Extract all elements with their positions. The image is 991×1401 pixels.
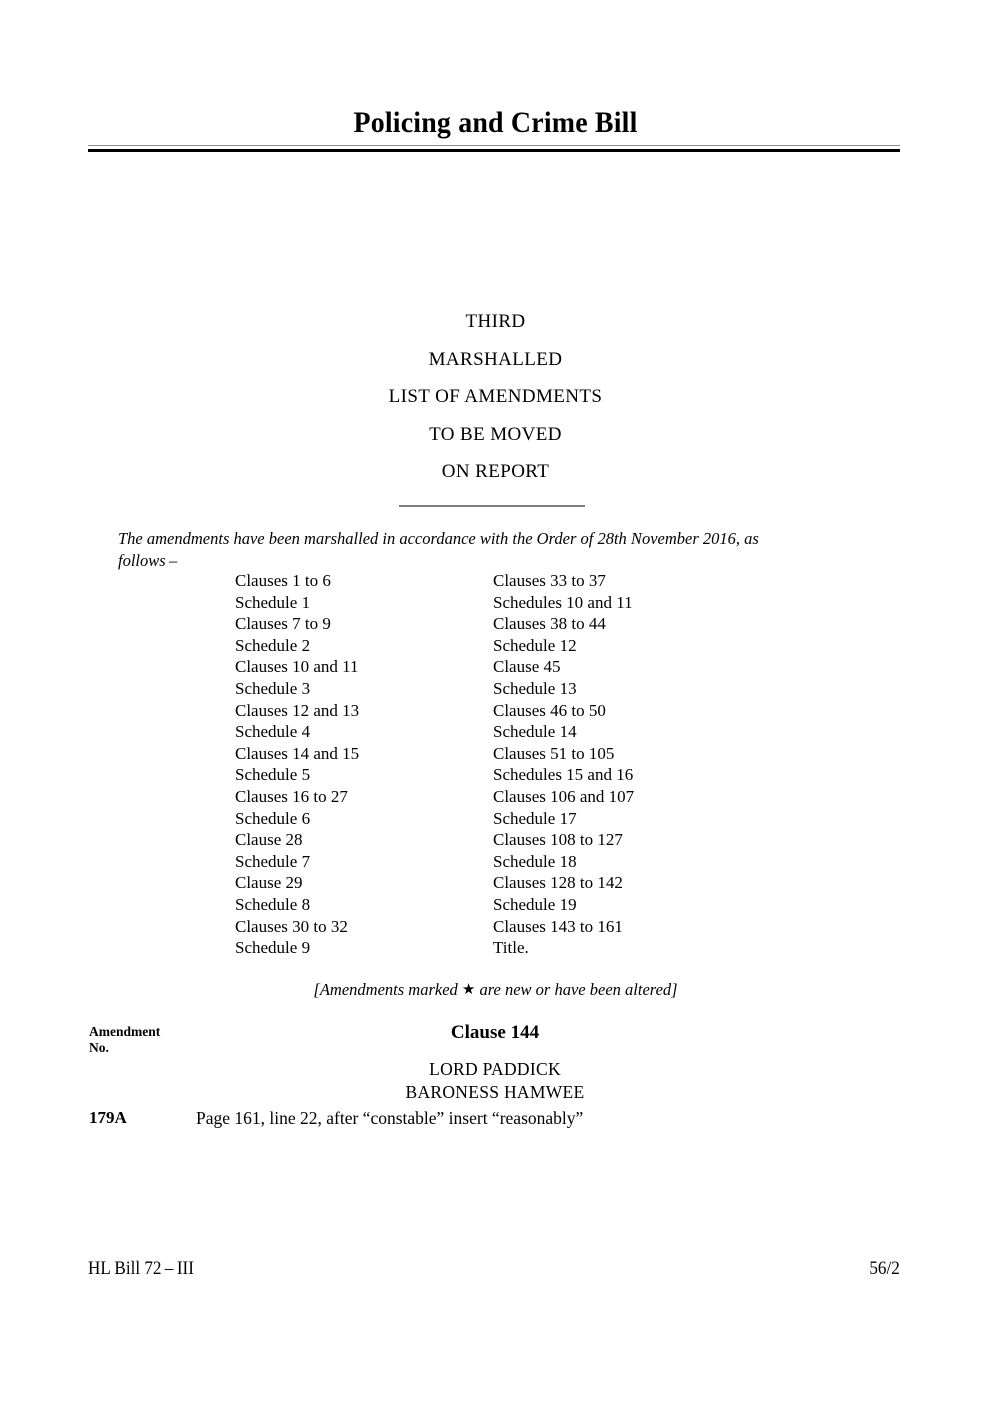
list-item: Schedule 3	[235, 678, 311, 698]
heading-line-marshalled: MARSHALLED	[428, 348, 563, 370]
list-item: Clauses 51 to 105	[493, 743, 615, 763]
list-item: Clauses 108 to 127	[493, 830, 623, 850]
heading-line-list-of-amendments: LIST OF AMENDMENTS	[388, 386, 603, 407]
star-note-prefix: [Amendments marked	[313, 980, 462, 999]
list-item: Schedule 9	[235, 938, 311, 958]
list-item: Schedule 1	[235, 592, 311, 612]
list-item: Clauses 46 to 50	[493, 700, 606, 720]
heading-line-on-report: ON REPORT	[441, 461, 550, 482]
list-item: Schedule 6	[235, 808, 311, 828]
list-item: Schedule 2	[235, 635, 311, 655]
list-item: Schedule 5	[235, 765, 311, 785]
list-item: Clauses 1 to 6	[235, 571, 331, 590]
intro-line-1: The amendments have been marshalled in accordance with the Order of 28th November 2016, as	[118, 529, 759, 548]
list-item: Schedule 14	[493, 722, 577, 742]
page-title: Policing and Crime Bill	[353, 106, 638, 139]
heading-line-third: THIRD	[465, 311, 526, 332]
list-item: Title.	[493, 938, 529, 958]
amendment-number: 179A	[89, 1108, 127, 1127]
title-rule-thick	[88, 149, 900, 152]
clause-heading: Clause 144	[450, 1022, 540, 1043]
list-item: Schedules 10 and 11	[493, 592, 633, 612]
footer-bill-reference: HL Bill 72 – III	[88, 1258, 194, 1279]
heading-separator-rule	[399, 505, 585, 507]
footer-page-number: 56/2	[869, 1258, 900, 1279]
list-item: Clause 29	[235, 873, 303, 893]
list-item: Clauses 30 to 32	[235, 916, 348, 936]
list-item: Schedule 17	[493, 808, 577, 828]
list-item: Clauses 10 and 11	[235, 657, 359, 677]
list-item: Clauses 12 and 13	[235, 700, 360, 720]
intro-line-2: follows –	[118, 551, 178, 570]
list-item: Clauses 143 to 161	[493, 916, 623, 936]
clause-list-right-column	[493, 570, 634, 959]
list-item: Schedule 13	[493, 678, 577, 698]
heading-line-to-be-moved: TO BE MOVED	[429, 423, 562, 445]
list-item: Clause 28	[235, 830, 303, 850]
star-icon: ★	[461, 982, 476, 998]
list-item: Schedule 4	[235, 722, 311, 742]
amendment-text: Page 161, line 22, after “constable” insert “reasonably”	[196, 1108, 584, 1128]
list-item: Clauses 14 and 15	[235, 743, 360, 763]
sponsor-name: LORD PADDICK	[429, 1059, 561, 1079]
list-item: Schedule 12	[493, 635, 577, 655]
list-item: Clauses 33 to 37	[493, 571, 606, 590]
star-note-suffix: are new or have been altered]	[475, 980, 678, 999]
amendment-no-label-line1: Amendment	[89, 1024, 161, 1039]
list-item: Schedule 7	[235, 851, 311, 871]
clause-list-left-column	[235, 570, 359, 959]
list-item: Clause 45	[493, 657, 561, 677]
list-item: Schedule 18	[493, 851, 577, 871]
list-item: Clauses 106 and 107	[493, 786, 635, 806]
heading-stack	[0, 303, 991, 491]
list-item: Schedule 19	[493, 894, 577, 914]
list-item: Clauses 38 to 44	[493, 614, 606, 634]
sponsor-list	[229, 1058, 761, 1104]
list-item: Clauses 128 to 142	[493, 873, 623, 893]
list-item: Clauses 7 to 9	[235, 614, 331, 634]
star-note	[0, 980, 991, 1000]
list-item: Schedule 8	[235, 894, 311, 914]
amendment-no-label-line2: No.	[89, 1040, 109, 1055]
list-item: Clauses 16 to 27	[235, 786, 348, 806]
sponsor-name: BARONESS HAMWEE	[405, 1082, 585, 1102]
list-item: Schedules 15 and 16	[493, 765, 634, 785]
intro-paragraph	[88, 528, 900, 572]
amendment-no-label	[89, 1024, 229, 1056]
title-double-rule	[88, 145, 900, 152]
